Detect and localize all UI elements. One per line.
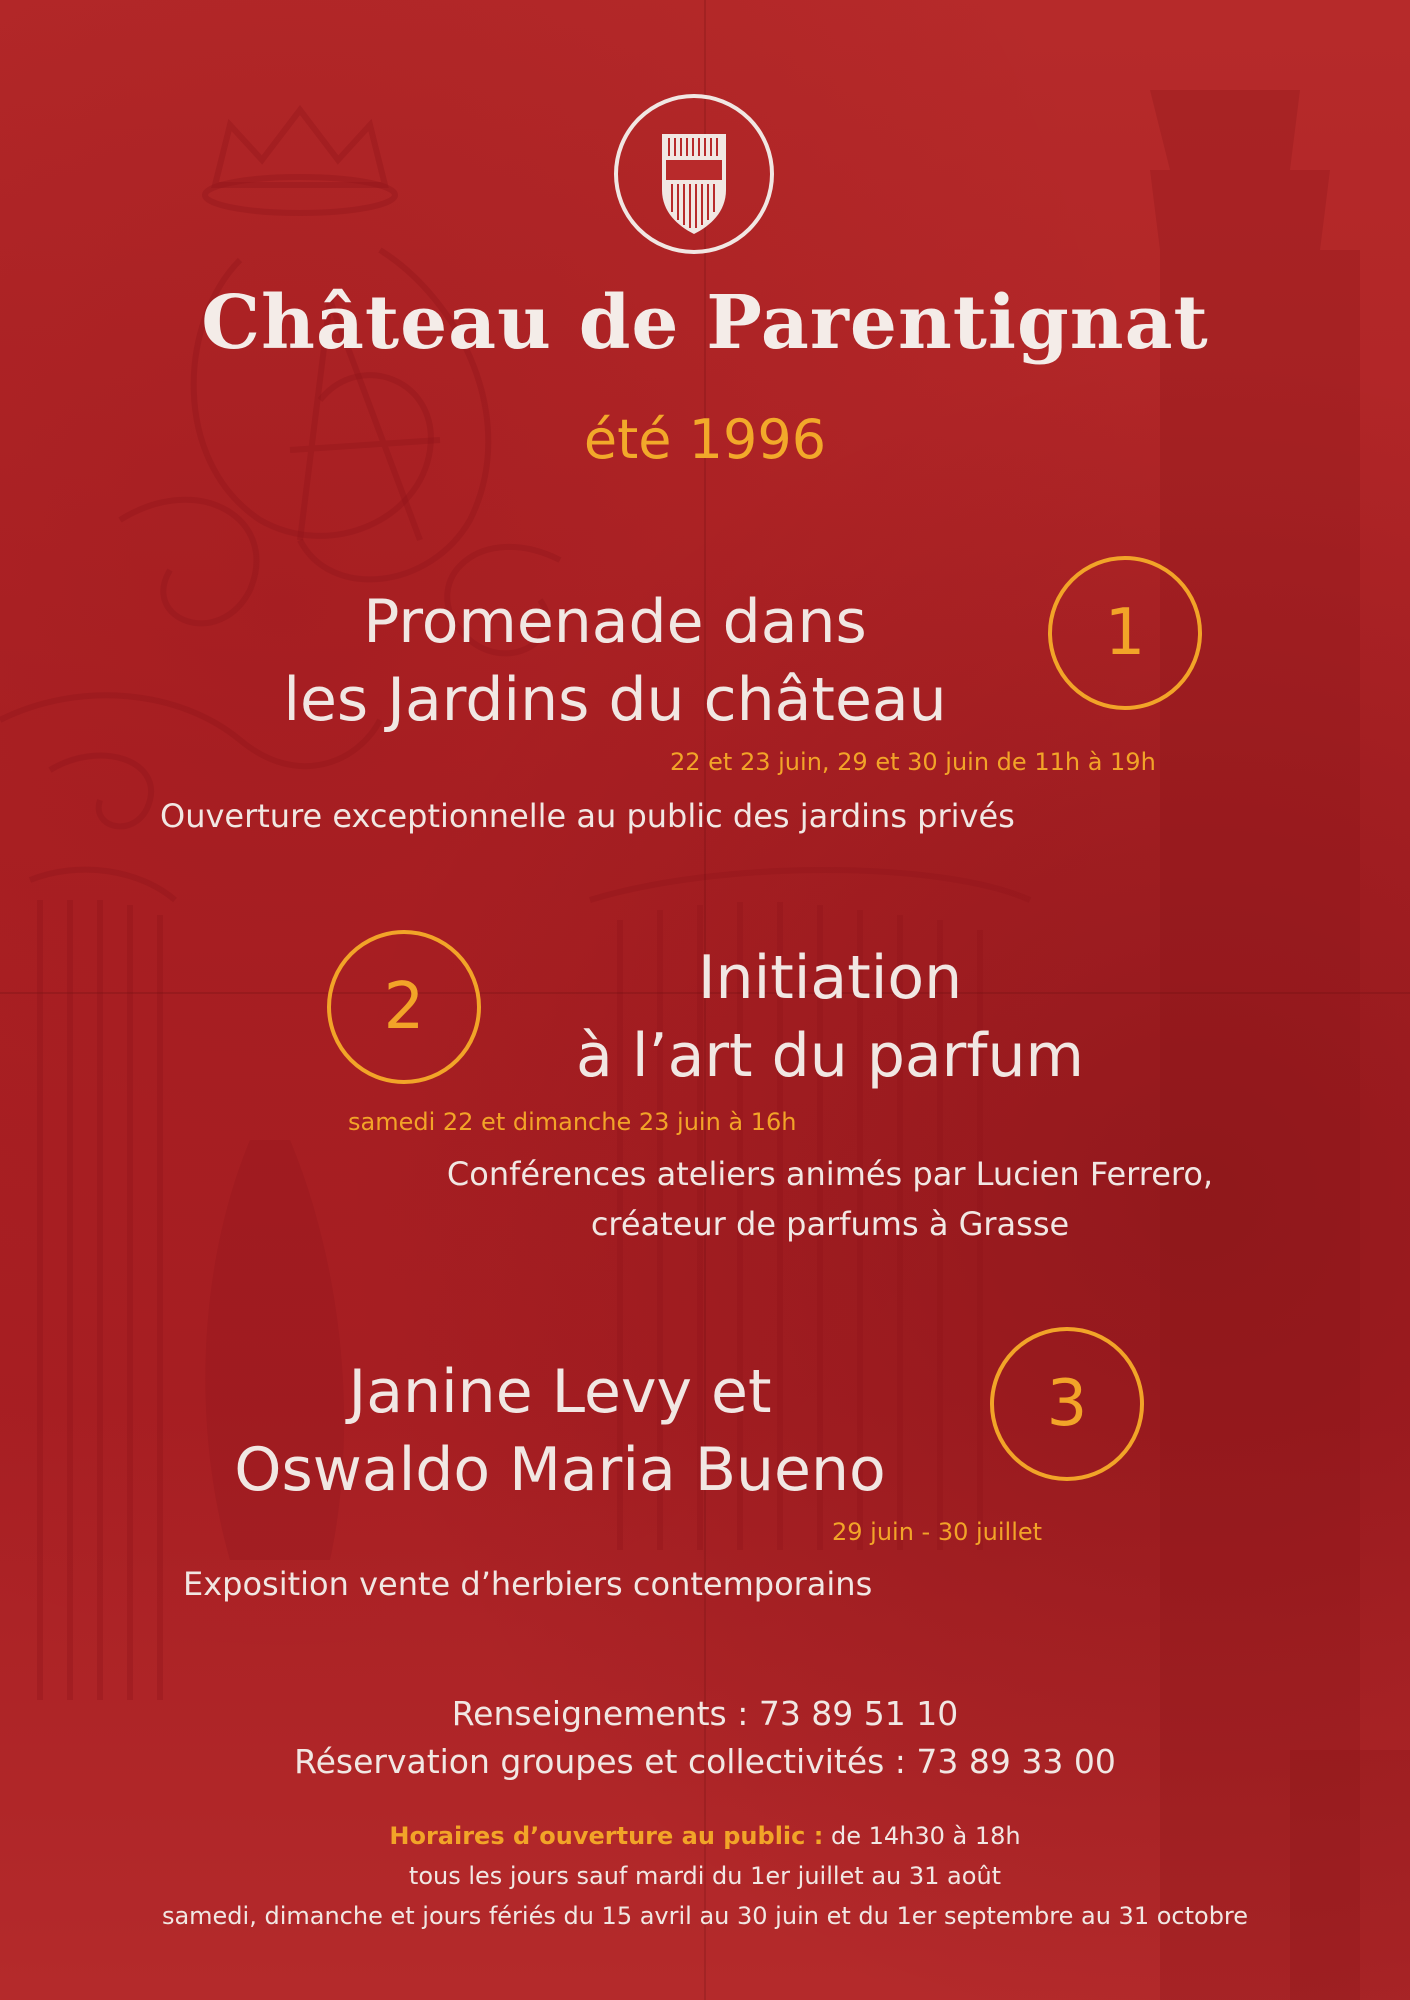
season-label: été 1996 <box>583 408 827 471</box>
hours-line1 <box>0 1822 1410 1850</box>
event-3-number-badge: 3 <box>990 1327 1144 1481</box>
shield-crest-icon <box>612 92 776 256</box>
hours-label: Horaires d’ouverture au public : <box>389 1822 824 1850</box>
hours-time: de 14h30 à 18h <box>830 1822 1021 1850</box>
event-1-title-line1: Promenade dans <box>363 587 867 657</box>
event-1-dates: 22 et 23 juin, 29 et 30 juin de 11h à 19h <box>670 748 1156 776</box>
event-3-title-line2: Oswaldo Maria Bueno <box>234 1435 886 1505</box>
hours-line2: tous les jours sauf mardi du 1er juillet au 31 août <box>408 1862 1002 1890</box>
event-3-dates: 29 juin - 30 juillet <box>832 1518 1043 1546</box>
event-1-number-badge: 1 <box>1048 556 1202 710</box>
event-2-description-line2: créateur de parfums à Grasse <box>590 1205 1070 1243</box>
event-2-number-badge: 2 <box>327 930 481 1084</box>
event-2-title-line2: à l’art du parfum <box>576 1021 1084 1091</box>
page-title: Château de Parentignat <box>201 280 1209 366</box>
event-3-title-line1: Janine Levy et <box>348 1357 772 1427</box>
event-3-description: Exposition vente d’herbiers contemporains <box>183 1565 873 1603</box>
contact-booking-line: Réservation groupes et collectivités : 73 89 33 00 <box>294 1742 1116 1781</box>
contact-info-line: Renseignements : 73 89 51 10 <box>451 1694 959 1733</box>
event-2-dates: samedi 22 et dimanche 23 juin à 16h <box>348 1108 797 1136</box>
event-2-description-line1: Conférences ateliers animés par Lucien Ferrero, <box>446 1155 1214 1193</box>
hours-line3: samedi, dimanche et jours fériés du 15 avril au 30 juin et du 1er septembre au 31 octobre <box>161 1902 1249 1930</box>
event-1-description: Ouverture exceptionnelle au public des jardins privés <box>160 797 1015 835</box>
event-1-title-line2: les Jardins du château <box>283 665 947 735</box>
event-2-title-line1: Initiation <box>697 943 963 1013</box>
